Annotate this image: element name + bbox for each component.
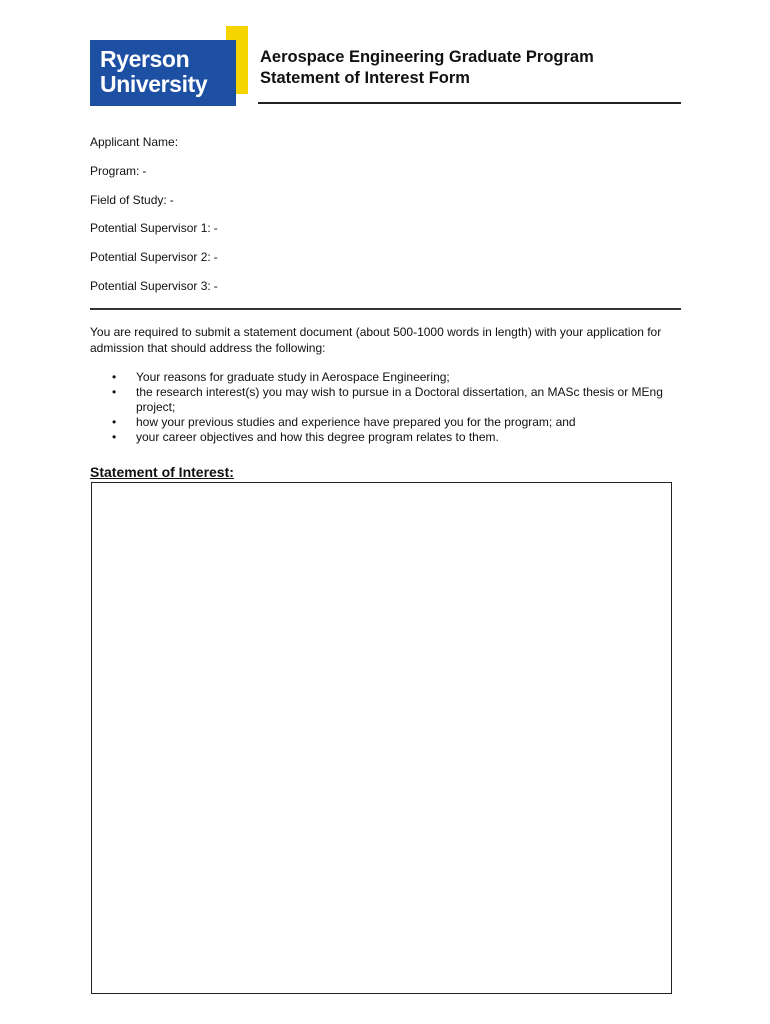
field-potential-supervisor-3 <box>90 279 218 293</box>
logo-text-university: University <box>100 71 208 97</box>
field-label: Field of Study: <box>90 193 167 207</box>
logo-blue-block <box>90 40 236 106</box>
potential-supervisor-1-select[interactable]: - <box>213 221 218 235</box>
bullet-icon: • <box>112 370 117 384</box>
statement-of-interest-textarea[interactable] <box>91 482 672 994</box>
field-of-study-select[interactable]: - <box>169 193 174 207</box>
instructions-list <box>112 370 672 445</box>
header-divider <box>258 102 681 104</box>
program-select[interactable]: - <box>142 164 147 178</box>
field-applicant-name <box>90 135 181 149</box>
bullet-icon: • <box>112 415 117 429</box>
document-title-line-1: Aerospace Engineering Graduate Program <box>260 48 594 66</box>
statement-of-interest-heading: Statement of Interest: <box>90 464 234 480</box>
potential-supervisor-3-select[interactable]: - <box>213 279 218 293</box>
logo-text-ryerson: Ryerson <box>100 46 190 72</box>
list-item <box>112 415 672 430</box>
list-item-text: Your reasons for graduate study in Aerospace Engineering; <box>136 370 450 384</box>
field-label: Program: <box>90 164 140 178</box>
document-title-line-2: Statement of Interest Form <box>260 69 470 87</box>
list-item <box>112 370 672 385</box>
instructions-paragraph: You are required to submit a statement document (about 500-1000 words in length) with your application for admission that should address the following: <box>90 325 662 355</box>
field-program <box>90 164 146 178</box>
field-label: Potential Supervisor 2: <box>90 250 211 264</box>
bullet-icon: • <box>112 430 117 444</box>
section-divider <box>90 308 681 310</box>
potential-supervisor-2-select[interactable]: - <box>213 250 218 264</box>
bullet-icon: • <box>112 385 117 399</box>
list-item <box>112 385 672 415</box>
list-item-text: how your previous studies and experience have prepared you for the program; and <box>136 415 576 429</box>
field-field-of-study <box>90 193 174 207</box>
list-item-text: the research interest(s) you may wish to pursue in a Doctoral dissertation, an MASc thesis or MEng project; <box>136 385 663 414</box>
document-title <box>260 47 594 89</box>
list-item-text: your career objectives and how this degree program relates to them. <box>136 430 499 444</box>
field-label: Applicant Name: <box>90 135 179 149</box>
field-potential-supervisor-2 <box>90 250 218 264</box>
field-label: Potential Supervisor 1: <box>90 221 211 235</box>
field-label: Potential Supervisor 3: <box>90 279 211 293</box>
list-item <box>112 430 672 445</box>
field-potential-supervisor-1 <box>90 221 218 235</box>
ryerson-university-logo <box>90 26 248 106</box>
